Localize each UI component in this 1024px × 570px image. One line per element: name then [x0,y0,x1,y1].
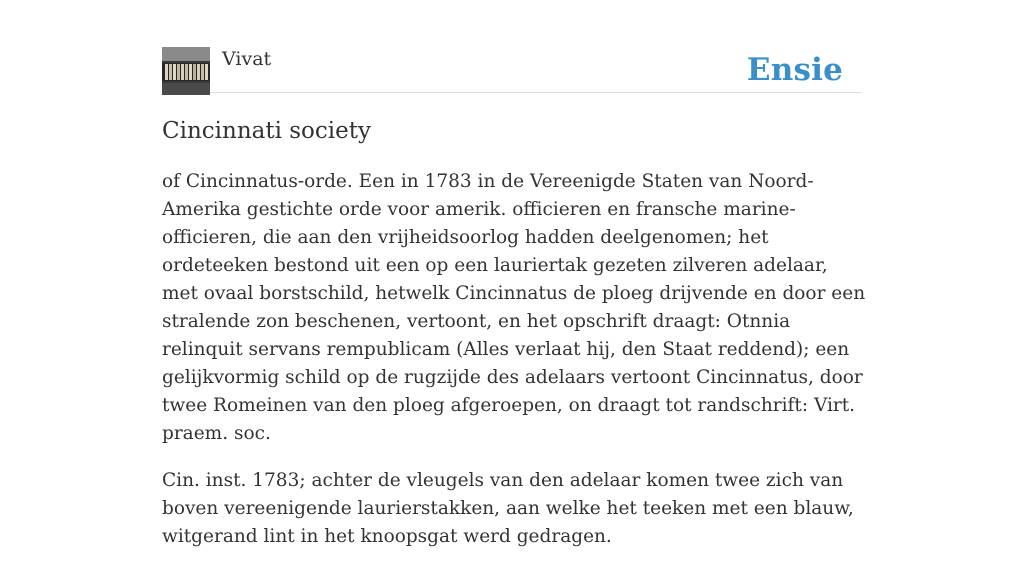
article-paragraph: Cin. inst. 1783; achter de vleugels van den adelaar komen twee zich van boven vereenigende laurierstakken, aan welke het teeken met een blauw, witgerand lint in het knoopsgat werd gedragen. [162,470,854,547]
article-paragraph: of Cincinnatus-orde. Een in 1783 in de Vereenigde Staten van Noord-Amerika gestichte orde voor amerik. officieren en fransche marine-officieren, die aan den vrijheidsoorlog hadden deelgenomen; het ordeteeken bestond uit een op een lauriertak gezeten zilveren adelaar, met ovaal borstschild, hetwelk Cincinnatus de ploeg drijvende en door een stralende zon beschenen, vertoont, en het opschrift draagt: Otnnia relinquit servans rempublicam (Alles verlaat hij, den Staat reddend); een gelijkvormig schild op de rugzijde des adelaars vertoont Cincinnatus, door twee Romeinen van den ploeg afgeroepen, on draagt tot randschrift: Virt. praem. soc. [162,171,866,444]
author-avatar[interactable] [162,47,210,95]
article-body [162,168,867,570]
books-avatar-icon [162,47,210,95]
ensie-logo[interactable]: Ensie [746,52,843,88]
author-name[interactable]: Vivat [222,48,272,70]
article-title: Cincinnati society [162,118,371,144]
header [162,46,862,93]
